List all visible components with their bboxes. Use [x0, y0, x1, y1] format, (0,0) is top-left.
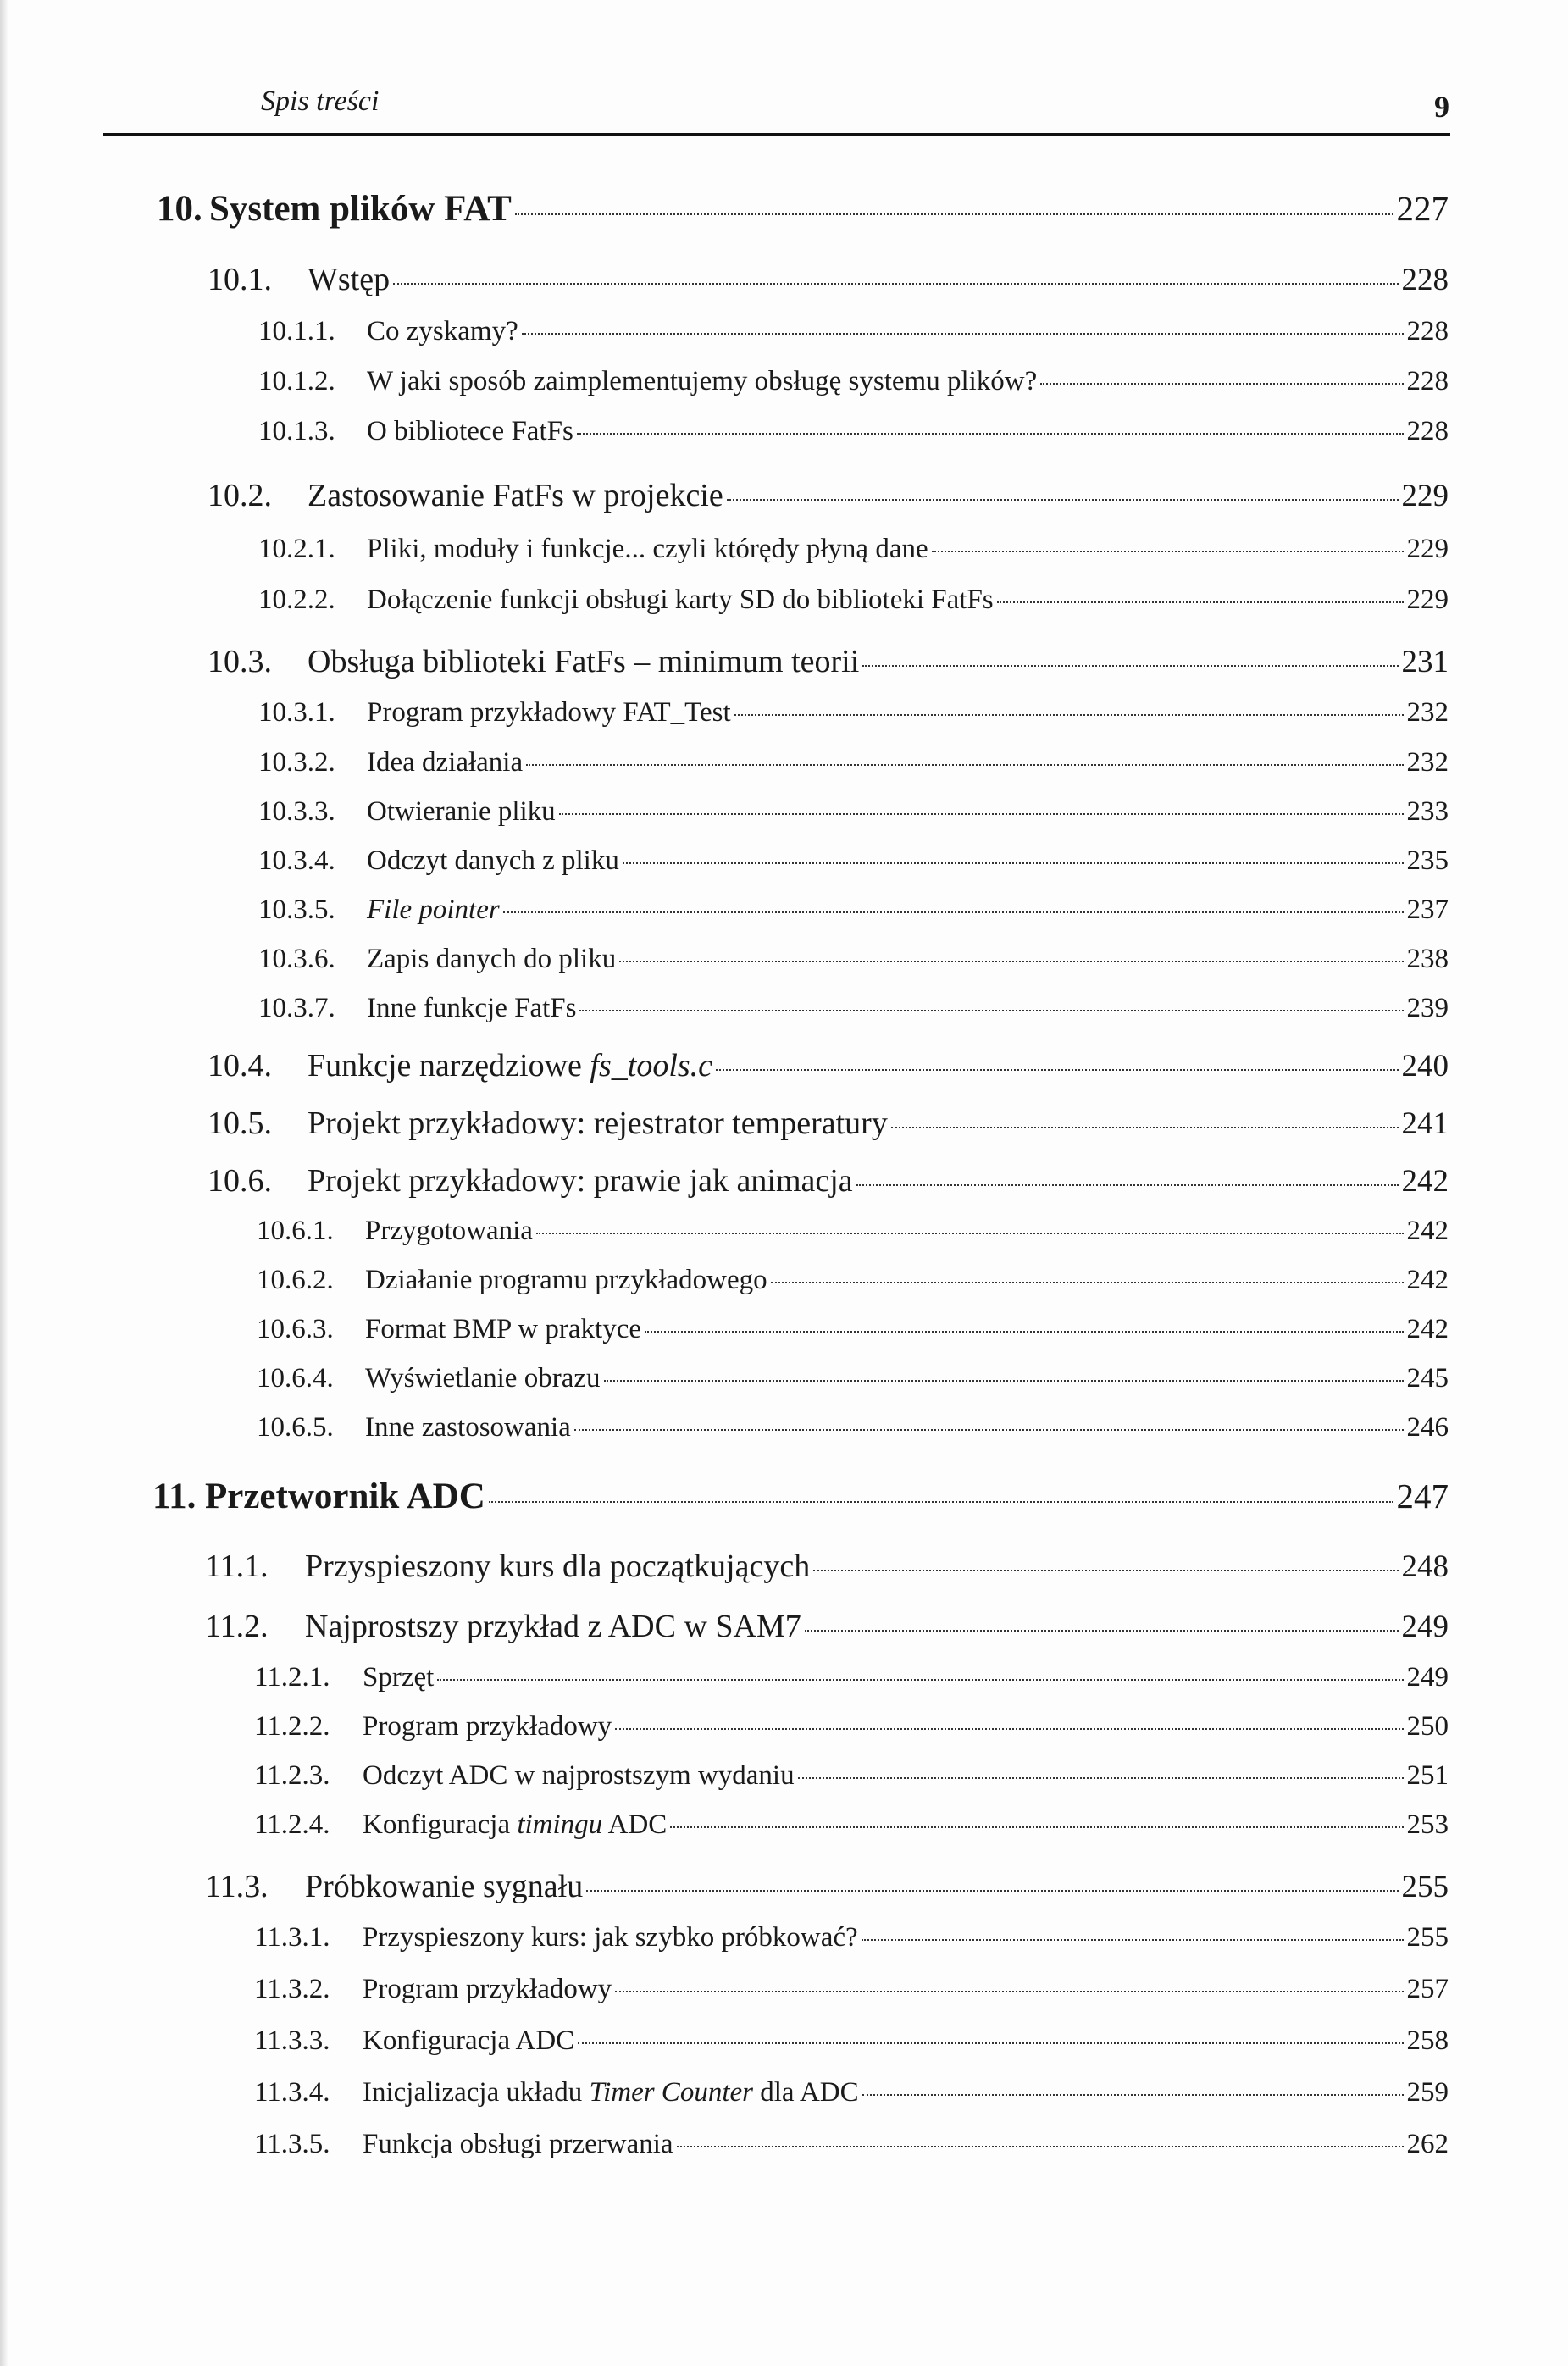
entry-title: Zastosowanie FatFs w projekcie — [308, 478, 723, 513]
toc-entry-10-3-5[interactable] — [258, 895, 1449, 926]
toc-entry-10-2[interactable] — [208, 477, 1449, 514]
entry-title: Przetwornik ADC — [205, 1477, 485, 1516]
dot-leader — [716, 1069, 1398, 1071]
entry-number: 11.2.1. — [254, 1662, 330, 1693]
entry-page: 242 — [1401, 1164, 1449, 1199]
toc-entry-10-3-6[interactable] — [258, 944, 1449, 975]
toc-entry-11-3[interactable] — [205, 1868, 1449, 1905]
entry-page: 231 — [1401, 645, 1449, 679]
entry-title: Przygotowania — [365, 1216, 533, 1246]
entry-page: 232 — [1406, 747, 1449, 778]
entry-title: Format BMP w praktyce — [365, 1314, 641, 1344]
entry-page: 241 — [1401, 1106, 1449, 1141]
entry-page: 246 — [1406, 1412, 1449, 1443]
toc-entry-10-3-2[interactable] — [258, 747, 1449, 779]
entry-title: Obsługa biblioteki FatFs – minimum teorii — [308, 644, 860, 679]
running-header-page-number: 9 — [1434, 90, 1449, 124]
entry-page: 238 — [1406, 944, 1449, 974]
entry-title-part: Konfiguracja — [363, 1809, 518, 1840]
entry-page: 251 — [1406, 1760, 1449, 1791]
entry-title: Inne funkcje FatFs — [367, 993, 577, 1023]
entry-number: 10.6. — [208, 1163, 272, 1199]
toc-entry-10-1-1[interactable] — [258, 316, 1449, 347]
toc-chapter-11[interactable] — [152, 1476, 1449, 1517]
dot-leader — [645, 1331, 1404, 1333]
dot-leader — [619, 961, 1403, 962]
entry-page: 259 — [1406, 2077, 1449, 2108]
dot-leader — [536, 1233, 1404, 1234]
entry-number: 11.3.4. — [254, 2077, 330, 2108]
entry-title — [363, 2077, 859, 2108]
entry-title-part: Inicjalizacja układu — [363, 2077, 590, 2108]
entry-number: 10.3.3. — [258, 796, 335, 827]
entry-number: 10.3.7. — [258, 993, 335, 1023]
entry-title: Wstęp — [308, 262, 391, 297]
entry-number: 10.3.5. — [258, 895, 335, 925]
dot-leader — [727, 499, 1399, 501]
entry-title: Najprostszy przykład z ADC w SAM7 — [305, 1609, 801, 1644]
entry-page: 262 — [1406, 2129, 1449, 2159]
entry-page: 242 — [1406, 1216, 1449, 1246]
entry-number: 11.2.4. — [254, 1809, 330, 1840]
entry-page: 229 — [1406, 585, 1449, 615]
entry-page: 249 — [1401, 1610, 1449, 1644]
entry-page: 242 — [1406, 1265, 1449, 1295]
entry-number: 11.3. — [205, 1869, 269, 1904]
toc-entry-11-3-4[interactable] — [254, 2077, 1449, 2108]
entry-title: Wyświetlanie obrazu — [365, 1363, 601, 1394]
entry-number: 10.3.2. — [258, 747, 335, 778]
dot-leader — [526, 764, 1403, 766]
dot-leader — [798, 1777, 1404, 1779]
entry-number: 10.6.4. — [257, 1363, 334, 1394]
entry-title: File pointer — [367, 895, 500, 925]
entry-number: 10.6.5. — [257, 1412, 334, 1443]
dot-leader — [805, 1630, 1399, 1632]
entry-title-part: dla ADC — [752, 2077, 859, 2108]
entry-title: Konfiguracja ADC — [363, 2025, 575, 2056]
dot-leader — [891, 1127, 1399, 1128]
entry-number: 10.3.6. — [258, 944, 335, 974]
entry-number: 11.2. — [205, 1609, 269, 1644]
dot-leader — [771, 1282, 1404, 1283]
entry-page: 242 — [1406, 1314, 1449, 1344]
entry-number: 11.3.3. — [254, 2025, 330, 2056]
toc-entry-11-3-5[interactable] — [254, 2129, 1449, 2160]
entry-number: 11.3.2. — [254, 1974, 330, 2004]
entry-page: 250 — [1406, 1711, 1449, 1742]
dot-leader — [734, 714, 1404, 716]
entry-title: Projekt przykładowy: rejestrator temperatury — [308, 1105, 888, 1141]
toc-entry-10-6[interactable] — [208, 1162, 1449, 1200]
entry-title: Funkcja obsługi przerwania — [363, 2129, 673, 2159]
toc-entry-10-6-4[interactable] — [257, 1363, 1449, 1394]
entry-number: 10.4. — [208, 1048, 272, 1083]
toc-entry-10-2-2[interactable] — [258, 585, 1449, 616]
dot-leader — [862, 2094, 1404, 2096]
entry-page: 240 — [1401, 1049, 1449, 1083]
toc-entry-10-3-4[interactable] — [258, 845, 1449, 877]
entry-page: 245 — [1406, 1363, 1449, 1394]
entry-number: 10.3. — [208, 644, 272, 679]
entry-title: Program przykładowy — [363, 1711, 612, 1742]
dot-leader — [437, 1679, 1403, 1681]
dot-leader — [574, 1429, 1404, 1431]
entry-title: Działanie programu przykładowego — [365, 1265, 767, 1295]
entry-page: 248 — [1401, 1549, 1449, 1584]
dot-leader — [586, 1890, 1398, 1892]
toc-entry-10-2-1[interactable] — [258, 534, 1449, 565]
entry-title: Projekt przykładowy: prawie jak animacja — [308, 1163, 853, 1199]
dot-leader — [677, 2146, 1404, 2147]
entry-number: 10.1.2. — [258, 366, 335, 396]
dot-leader — [604, 1380, 1404, 1382]
dot-leader — [932, 551, 1404, 552]
entry-number: 11.2.2. — [254, 1711, 330, 1742]
entry-title-filename: fs_tools.c — [590, 1048, 713, 1083]
entry-title: Przyspieszony kurs: jak szybko próbkować? — [363, 1922, 858, 1953]
entry-title: Program przykładowy — [363, 1974, 612, 2004]
entry-number: 10.2.1. — [258, 534, 335, 564]
entry-title: Program przykładowy FAT_Test — [367, 697, 731, 728]
entry-page: 233 — [1406, 796, 1449, 827]
dot-leader — [522, 333, 1404, 335]
toc-entry-10-3-7[interactable] — [258, 993, 1449, 1024]
entry-number: 10.5. — [208, 1105, 272, 1141]
entry-title: Odczyt ADC w najprostszym wydaniu — [363, 1760, 795, 1791]
dot-leader — [813, 1570, 1398, 1571]
toc-entry-11-3-3[interactable] — [254, 2025, 1449, 2057]
entry-page: 247 — [1396, 1477, 1449, 1515]
dot-leader — [862, 665, 1398, 667]
entry-page: 227 — [1396, 189, 1449, 228]
entry-page: 228 — [1406, 366, 1449, 396]
dot-leader — [559, 813, 1404, 815]
entry-page: 255 — [1406, 1922, 1449, 1953]
toc-entry-10-6-5[interactable] — [257, 1412, 1449, 1443]
entry-page: 253 — [1406, 1809, 1449, 1840]
entry-number: 10.2. — [208, 478, 272, 513]
toc-entry-10-3-3[interactable] — [258, 796, 1449, 828]
entry-number: 10.1.1. — [258, 316, 335, 346]
entry-title: Sprzęt — [363, 1662, 435, 1693]
dot-leader — [503, 911, 1404, 913]
toc-entry-11-2-4[interactable] — [254, 1809, 1449, 1841]
entry-number: 11.1. — [205, 1549, 269, 1584]
entry-title: Zapis danych do pliku — [367, 944, 617, 974]
entry-page: 228 — [1406, 416, 1449, 446]
toc-entry-10-6-2[interactable] — [257, 1265, 1449, 1296]
entry-title: O bibliotece FatFs — [367, 416, 573, 446]
entry-number: 11.2.3. — [254, 1760, 330, 1791]
entry-number: 11.3.5. — [254, 2129, 330, 2159]
toc-entry-10-6-1[interactable] — [257, 1216, 1449, 1247]
entry-title — [363, 1809, 667, 1841]
entry-number: 10.3.1. — [258, 697, 335, 728]
entry-title: Inne zastosowania — [365, 1412, 571, 1443]
header-rule — [103, 133, 1450, 136]
entry-title — [308, 1047, 712, 1084]
toc-chapter-10[interactable] — [157, 188, 1449, 230]
toc-entry-11-2-1[interactable] — [254, 1662, 1449, 1693]
entry-title: Dołączenie funkcji obsługi karty SD do biblioteki FatFs — [367, 585, 994, 615]
running-header-title: Spis treści — [261, 86, 380, 117]
entry-title: Odczyt danych z pliku — [367, 845, 619, 876]
entry-page: 237 — [1406, 895, 1449, 925]
entry-title-emphasis: timingu — [517, 1809, 603, 1840]
toc-entry-11-2[interactable] — [205, 1608, 1449, 1645]
entry-number: 11.3.1. — [254, 1922, 330, 1953]
toc-entry-10-4[interactable] — [208, 1047, 1449, 1084]
entry-page: 257 — [1406, 1974, 1449, 2004]
entry-page: 249 — [1406, 1662, 1449, 1693]
entry-page: 229 — [1401, 479, 1449, 513]
entry-number: 10.1.3. — [258, 416, 335, 446]
dot-leader — [577, 433, 1404, 435]
dot-leader — [1040, 383, 1403, 385]
toc-entry-10-1-2[interactable] — [258, 366, 1449, 397]
dot-leader — [670, 1826, 1403, 1828]
dot-leader — [623, 862, 1404, 864]
dot-leader — [997, 601, 1404, 603]
entry-title: Przyspieszony kurs dla początkujących — [305, 1549, 811, 1584]
entry-page: 235 — [1406, 845, 1449, 876]
entry-number: 10.3.4. — [258, 845, 335, 876]
entry-number: 10.1. — [208, 262, 272, 297]
toc-entry-11-3-1[interactable] — [254, 1922, 1449, 1953]
entry-title-emphasis: Timer Counter — [589, 2077, 753, 2108]
toc-entry-10-3-1[interactable] — [258, 697, 1449, 729]
dot-leader — [515, 213, 1393, 215]
entry-page: 229 — [1406, 534, 1449, 564]
toc-entry-10-6-3[interactable] — [257, 1314, 1449, 1345]
entry-title: Próbkowanie sygnału — [305, 1869, 584, 1904]
toc-entry-11-3-2[interactable] — [254, 1974, 1449, 2005]
dot-leader — [393, 283, 1398, 285]
dot-leader — [578, 2042, 1403, 2044]
entry-number: 10.2.2. — [258, 585, 335, 615]
entry-page: 228 — [1401, 263, 1449, 297]
entry-page: 239 — [1406, 993, 1449, 1023]
dot-leader — [615, 1728, 1403, 1730]
entry-title: Idea działania — [367, 747, 524, 778]
toc-entry-10-1[interactable] — [208, 261, 1449, 298]
page-edge-shadow — [0, 0, 8, 2366]
entry-number: 10.6.1. — [257, 1216, 334, 1246]
entry-number: 10.6.2. — [257, 1265, 334, 1295]
toc-entry-11-2-3[interactable] — [254, 1760, 1449, 1792]
entry-title: W jaki sposób zaimplementujemy obsługę systemu plików? — [367, 366, 1038, 396]
entry-title: Otwieranie pliku — [367, 796, 556, 827]
entry-title: Pliki, moduły i funkcje... czyli którędy płyną dane — [367, 534, 928, 564]
entry-page: 255 — [1401, 1870, 1449, 1904]
dot-leader — [489, 1501, 1393, 1503]
entry-title-part: ADC — [602, 1809, 668, 1840]
entry-page: 228 — [1406, 316, 1449, 346]
entry-page: 258 — [1406, 2025, 1449, 2056]
entry-number: 10. — [157, 189, 202, 229]
toc-entry-10-1-3[interactable] — [258, 416, 1449, 447]
dot-leader — [615, 1991, 1403, 1992]
entry-title: System plików FAT — [209, 189, 512, 229]
dot-leader — [579, 1010, 1403, 1011]
entry-number: 10.6.3. — [257, 1314, 334, 1344]
dot-leader — [862, 1939, 1404, 1941]
toc-entry-11-2-2[interactable] — [254, 1711, 1449, 1743]
dot-leader — [856, 1184, 1399, 1186]
toc-entry-11-1[interactable] — [205, 1548, 1449, 1585]
toc-entry-10-3[interactable] — [208, 643, 1449, 680]
toc-entry-10-5[interactable] — [208, 1105, 1449, 1142]
entry-title: Co zyskamy? — [367, 316, 518, 346]
entry-number: 11. — [152, 1477, 197, 1516]
entry-title-part: Funkcje narzędziowe — [308, 1048, 590, 1083]
entry-page: 232 — [1406, 697, 1449, 728]
